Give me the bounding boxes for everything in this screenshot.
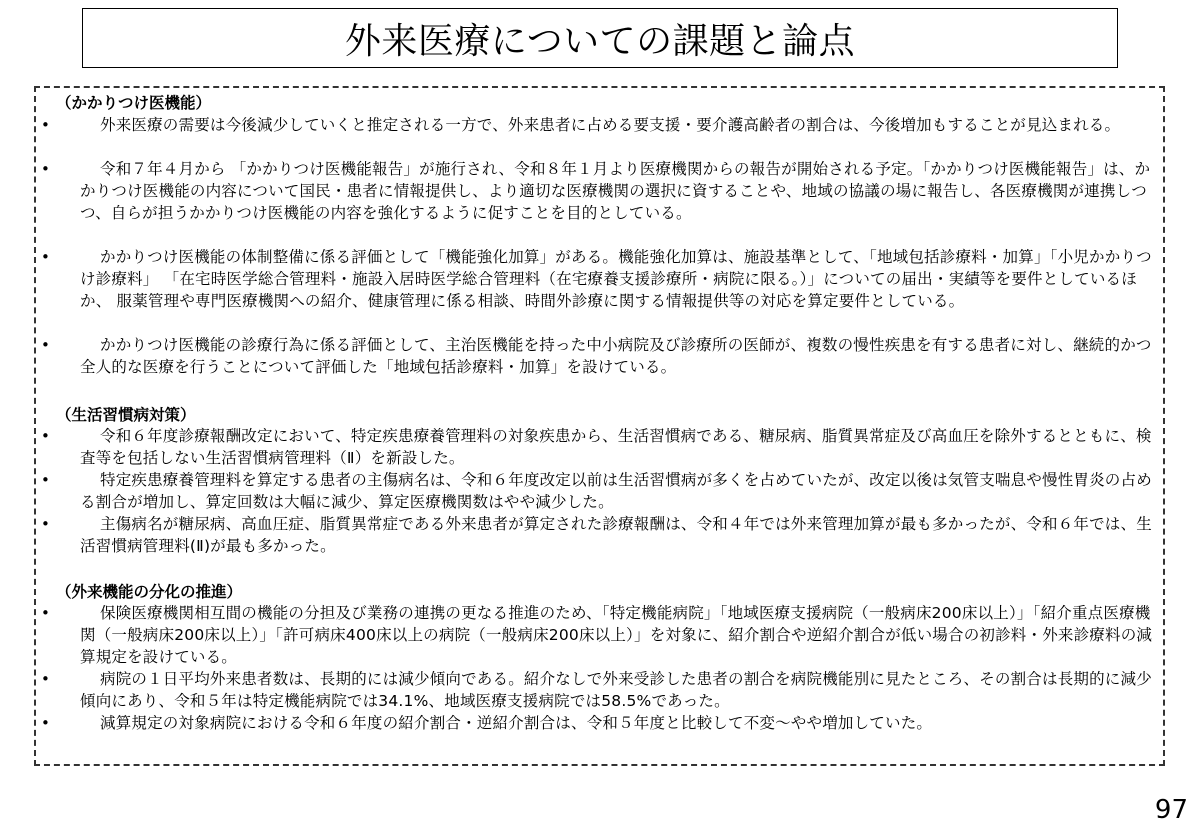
page-number: 97 xyxy=(1154,795,1188,825)
list-item: 病院の１日平均外来患者数は、長期的には減少傾向である。紹介なしで外来受診した患者の割合を病院機能別に見たところ、その割合は長期的に減少傾向にあり、令和５年は特定機能病院では34.1%、地域医療支援病院では58.5%であった。 xyxy=(80,670,1152,710)
bullet-icon: • xyxy=(41,515,50,533)
list-item: 減算規定の対象病院における令和６年度の紹介割合・逆紹介割合は、令和５年度と比較して不変～やや増加していた。 xyxy=(100,714,933,732)
bullet-icon: • xyxy=(41,116,50,134)
list-item: 外来医療の需要は今後減少していくと推定される一方で、外来患者に占める要支援・要介護高齢者の割合は、今後増加もすることが見込まれる。 xyxy=(100,116,1121,134)
list-item: 令和７年４月から 「かかりつけ医機能報告」が施行され、令和８年１月より医療機関からの報告が開始される予定。「かかりつけ医機能報告」は、かかりつけ医機能の内容について国民・患者に情報提供し、より適切な医療機関の選択に資することや、地域の協議の場に報告し、各医療機関が連携しつつ、自らが担うかかりつけ医機能の内容を強化するように促すことを目的としている。 xyxy=(80,160,1151,222)
section-heading-lifestyle-disease: （生活習慣病対策） xyxy=(56,406,196,424)
bullet-icon: • xyxy=(41,714,50,732)
bullet-icon: • xyxy=(41,248,50,266)
bullet-icon: • xyxy=(41,604,50,622)
list-item: 特定疾患療養管理料を算定する患者の主傷病名は、令和６年度改定以前は生活習慣病が多くを占めていたが、改定以後は気管支喘息や慢性胃炎の占める割合が増加し、算定回数は大幅に減少、算定医療機関数はやや減少した。 xyxy=(80,471,1152,511)
list-item: 保険医療機関相互間の機能の分担及び業務の連携の更なる推進のため、「特定機能病院」「地域医療支援病院（一般病床200床以上）」「紹介重点医療機関（一般病床200床以上）」「許可病床400床以上の病院（一般病床200床以上）」を対象に、紹介割合や逆紹介割合が低い場合の初診料・外来診療料の減算規定を設けている。 xyxy=(80,604,1153,666)
bullet-icon: • xyxy=(41,160,50,178)
bullet-icon: • xyxy=(41,670,50,688)
bullet-icon: • xyxy=(41,471,50,489)
list-item: 令和６年度診療報酬改定において、特定疾患療養管理料の対象疾患から、生活習慣病である、糖尿病、脂質異常症及び高血圧を除外するとともに、検査等を包括しない生活習慣病管理料（Ⅱ）を新設した。 xyxy=(80,427,1152,467)
list-item: かかりつけ医機能の診療行為に係る評価として、主治医機能を持った中小病院及び診療所の医師が、複数の慢性疾患を有する患者に対し、継続的かつ全人的な医療を行うことについて評価した「地域包括診療料・加算」を設けている。 xyxy=(80,336,1152,376)
title-box xyxy=(82,8,1118,68)
bullet-icon: • xyxy=(41,336,50,354)
page-title: 外来医療についての課題と論点 xyxy=(344,20,856,62)
list-item: 主傷病名が糖尿病、高血圧症、脂質異常症である外来患者が算定された診療報酬は、令和４年では外来管理加算が最も多かったが、令和６年では、生活習慣病管理料(Ⅱ)が最も多かった。 xyxy=(80,515,1152,555)
list-item: かかりつけ医機能の体制整備に係る評価として「機能強化加算」がある。機能強化加算は、施設基準として、「地域包括診療料・加算」「小児かかりつけ診療料」 「在宅時医学総合管理料・施設入居時医学総合管理料（在宅療養支援診療所・病院に限る。）」についての届出・実績等を要件としているほか、 服薬管理や専門医療機関への紹介、健康管理に係る相談、時間外診療に関する情報提供等の対応を算定要件としている。 xyxy=(80,248,1152,310)
section-heading-outpatient-function: （外来機能の分化の推進） xyxy=(56,583,243,601)
bullet-icon: • xyxy=(41,427,50,445)
section-heading-primary-care: （かかりつけ医機能） xyxy=(56,94,212,112)
